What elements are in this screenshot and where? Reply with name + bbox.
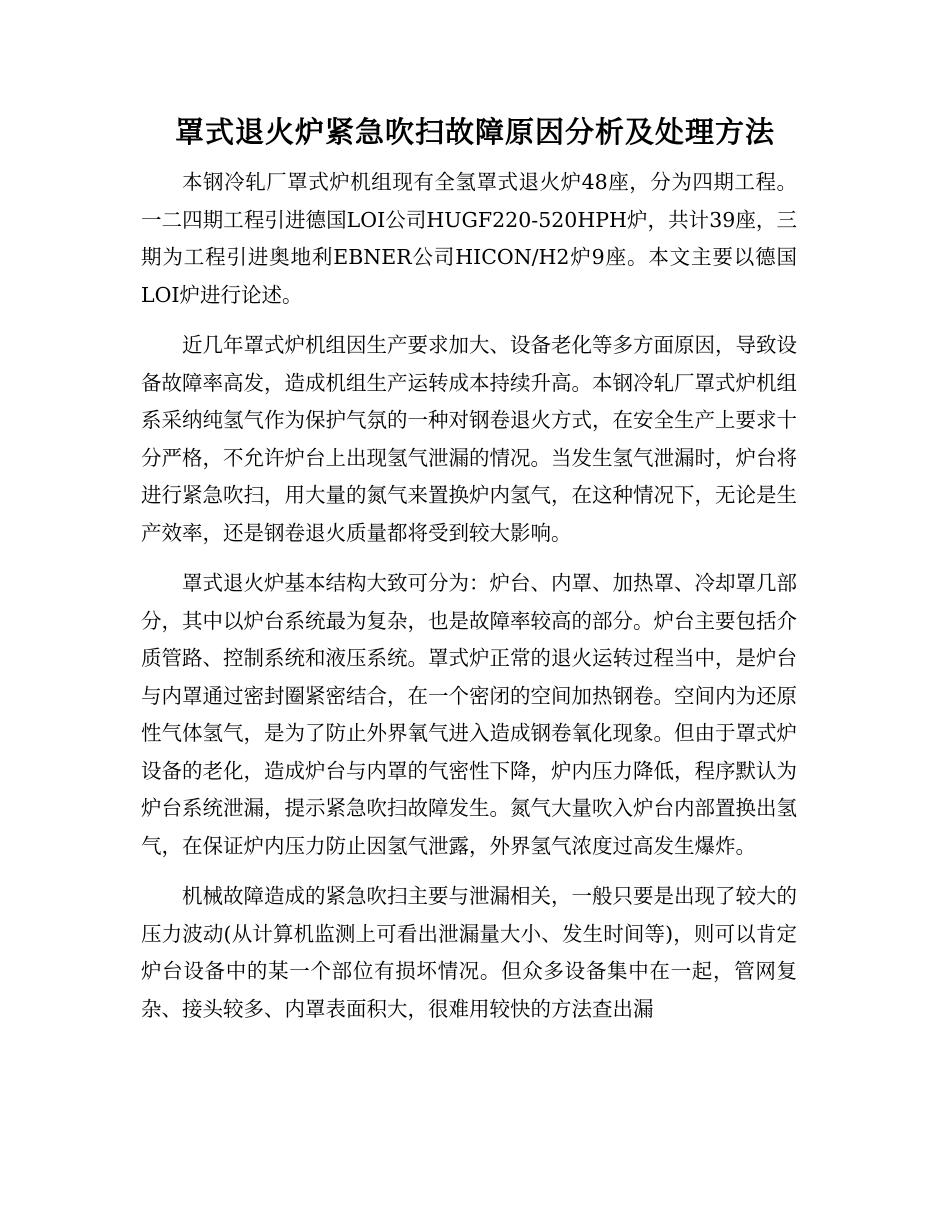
paragraph-structure: 罩式退火炉基本结构大致可分为：炉台、内罩、加热罩、冷却罩几部分，其中以炉台系统最为复杂，也是故障率较高的部分。炉台主要包括介质管路、控制系统和液压系统。罩式炉正常的退火运转过程当中，是炉台与内罩通过密封圈紧密结合，在一个密闭的空间加热钢卷。空间内为还原性气体氢气，是为了防止外界氧气进入造成钢卷氧化现象。但由于罩式炉设备的老化，造成炉台与内罩的气密性下降，炉内压力降低，程序默认为炉台系统泄漏，提示紧急吹扫故障发生。氮气大量吹入炉台内部置换出氢气，在保证炉内压力防止因氢气泄露，外界氢气浓度过高发生爆炸。 — [141, 571, 797, 858]
paragraph-intro: 本钢冷轧厂罩式炉机组现有全氢罩式退火炉48座，分为四期工程。一二四期工程引进德国LOI公司HUGF220-520HPH炉，共计39座，三期为工程引进奥地利EBNER公司HICON/H2炉9座。本文主要以德国LOI炉进行论述。 — [141, 170, 797, 307]
paragraph-background: 近几年罩式炉机组因生产要求加大、设备老化等多方面原因，导致设备故障率高发，造成机组生产运转成本持续升高。本钢冷轧厂罩式炉机组系采纳纯氢气作为保护气氛的一种对钢卷退火方式，在安全生产上要求十分严格，不允许炉台上出现氢气泄漏的情况。当发生氢气泄漏时，炉台将进行紧急吹扫，用大量的氮气来置换炉内氢气，在这种情况下，无论是生产效率，还是钢卷退火质量都将受到较大影响。 — [141, 333, 797, 545]
document-title: 罩式退火炉紧急吹扫故障原因分析及处理方法 — [174, 115, 775, 149]
document-body — [141, 164, 797, 1041]
paragraph-mechanical-fault: 机械故障造成的紧急吹扫主要与泄漏相关，一般只要是出现了较大的压力波动(从计算机监测上可看出泄漏量大小、发生时间等)，则可以肯定炉台设备中的某一个部位有损坏情况。但众多设备集中在一起，管网复杂、接头较多、内罩表面积大，很难用较快的方法查出漏 — [141, 884, 797, 1021]
